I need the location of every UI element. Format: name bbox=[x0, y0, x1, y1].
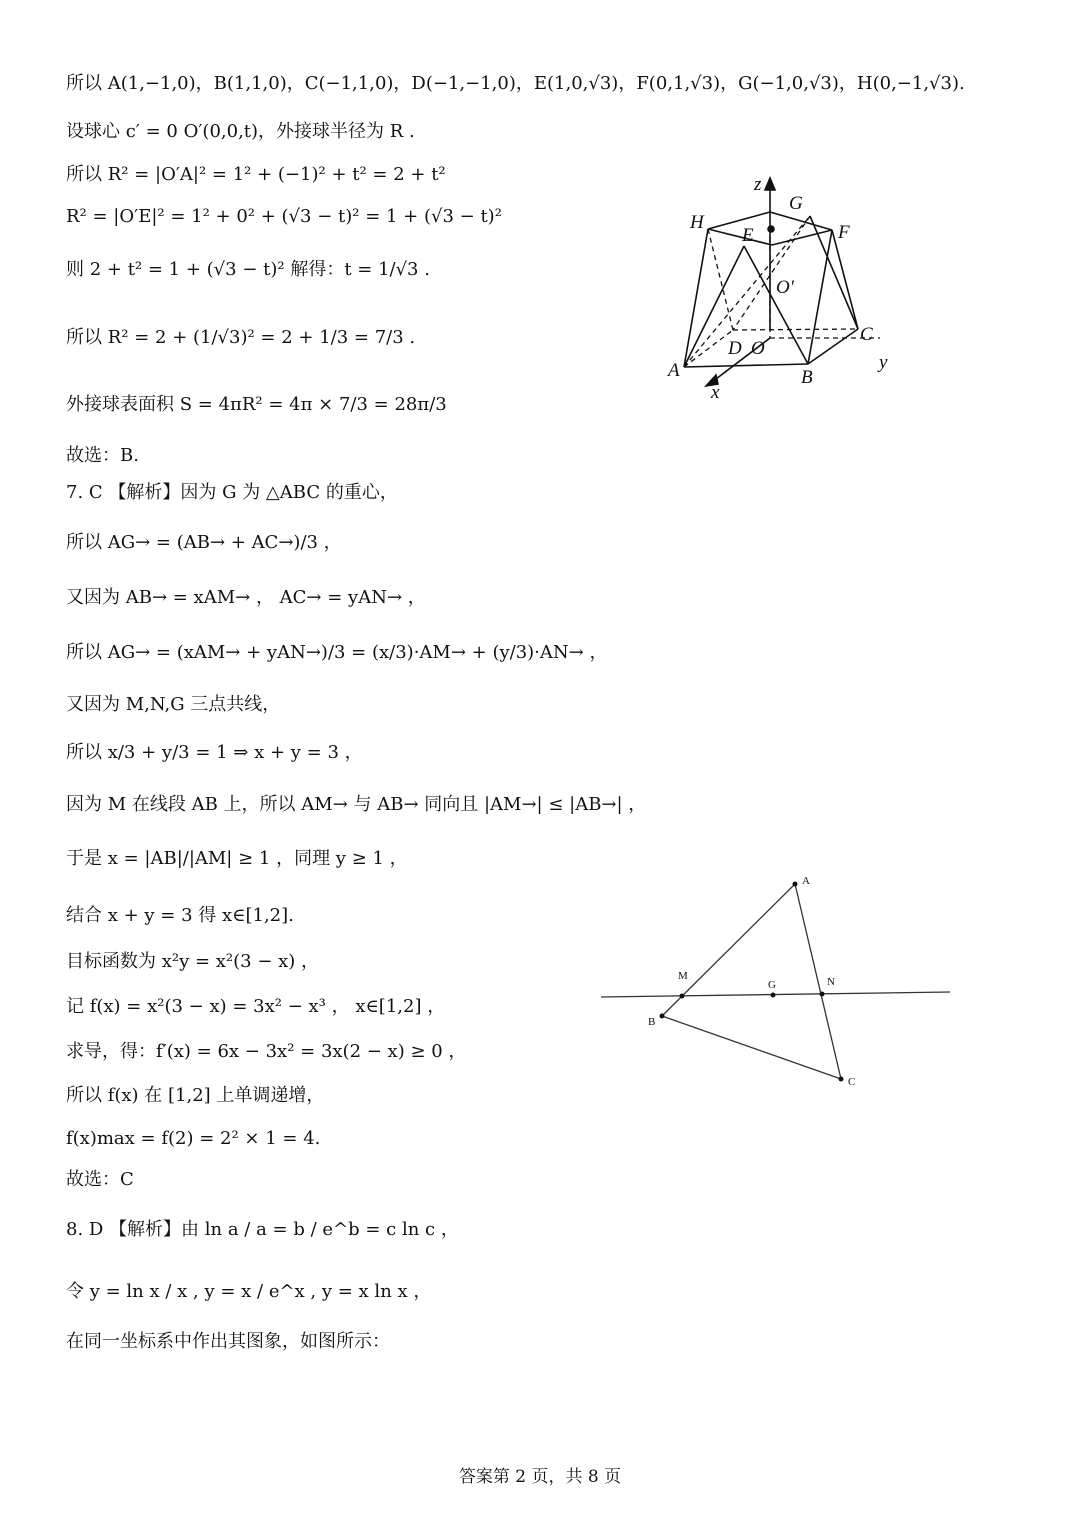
text-line-r-squared-value: 所以 R² = 2 + (1/√3)² = 2 + 1/3 = 7/3 . bbox=[66, 327, 416, 348]
point-b-label: B bbox=[648, 1016, 656, 1028]
point-c-label: C bbox=[848, 1076, 856, 1088]
vertex-a-label: A bbox=[668, 360, 680, 381]
text-line-ab-ac-relation: 又因为 AB→ = xAM→ ， AC→ = yAN→ ， bbox=[66, 587, 426, 608]
text-line-functions: 令 y = ln x / x , y = x / e^x , y = x ln x ， bbox=[66, 1281, 432, 1302]
text-line-ag-expansion: 所以 AG→ = (xAM→ + yAN→)/3 = (x/3)·AM→ + (y/3)·AN→ ， bbox=[66, 642, 608, 663]
text-line-surface-area: 外接球表面积 S = 4πR² = 4π × 7/3 = 28π/3 bbox=[66, 394, 447, 415]
text-line-r-squared-oe: R² = |O′E|² = 1² + 0² + (√3 − t)² = 1 + (√3 − t)² bbox=[66, 206, 502, 227]
text-line-answer-b: 故选：B. bbox=[66, 445, 139, 466]
triangle-figure bbox=[595, 870, 955, 1090]
axis-y-label: y bbox=[879, 352, 888, 373]
vertex-e-label: E bbox=[742, 225, 754, 246]
text-line-increasing: 所以 f(x) 在 [1,2] 上单调递增， bbox=[66, 1085, 325, 1106]
text-line-sphere-center: 设球心 c′ = 0 O′(0,0,t)，外接球半径为 R . bbox=[66, 121, 415, 142]
axis-z-label: z bbox=[754, 174, 762, 195]
text-line-graph-note: 在同一坐标系中作出其图象，如图所示： bbox=[66, 1331, 390, 1352]
text-line-answer-c: 故选：C bbox=[66, 1169, 134, 1190]
origin-o-label: O bbox=[751, 338, 765, 359]
text-line-q7-header: 7. C 【解析】因为 G 为 △ABC 的重心， bbox=[66, 482, 398, 503]
text-line-solve-t: 则 2 + t² = 1 + (√3 − t)² 解得：t = 1/√3 . bbox=[66, 259, 430, 280]
point-m-label: M bbox=[678, 970, 688, 982]
text-line-x-ge-1: 于是 x = |AB|/|AM| ≥ 1 ，同理 y ≥ 1 ， bbox=[66, 848, 408, 869]
page-footer: 答案第 2 页，共 8 页 bbox=[458, 1467, 622, 1487]
text-line-x-range: 结合 x + y = 3 得 x∈[1,2]. bbox=[66, 905, 294, 926]
point-a-label: A bbox=[802, 875, 810, 887]
text-line-r-squared-oa: 所以 R² = |O′A|² = 1² + (−1)² + t² = 2 + t² bbox=[66, 164, 446, 185]
text-line-collinear: 又因为 M,N,G 三点共线， bbox=[66, 694, 281, 715]
text-line-q8-header: 8. D 【解析】由 ln a / a = b / e^b = c ln c ， bbox=[66, 1219, 459, 1240]
vertex-g-label: G bbox=[789, 193, 803, 214]
text-line-coordinates: 所以 A(1,−1,0)，B(1,1,0)，C(−1,1,0)，D(−1,−1,0)，E(1,0,√3)，F(0,1,√3)，G(−1,0,√3)，H(0,−1,√3). bbox=[66, 73, 965, 94]
vertex-h-label: H bbox=[690, 212, 704, 233]
vertex-d-label: D bbox=[728, 338, 742, 359]
vertex-f-label: F bbox=[838, 222, 850, 243]
polyhedron-figure bbox=[660, 170, 900, 400]
text-line-f-definition: 记 f(x) = x²(3 − x) = 3x² − x³ ， x∈[1,2] ， bbox=[66, 996, 446, 1017]
point-g-label: G bbox=[768, 979, 776, 991]
axis-x-label: x bbox=[711, 382, 720, 400]
text-line-ag-vector: 所以 AG→ = (AB→ + AC→)/3 ， bbox=[66, 532, 342, 553]
text-line-x-plus-y: 所以 x/3 + y/3 = 1 ⇒ x + y = 3 ， bbox=[66, 742, 363, 763]
point-n-label: N bbox=[827, 976, 835, 988]
vertex-b-label: B bbox=[801, 367, 813, 388]
text-line-f-max: f(x)max = f(2) = 2² × 1 = 4. bbox=[66, 1128, 321, 1149]
text-line-derivative: 求导，得：f′(x) = 6x − 3x² = 3x(2 − x) ≥ 0 ， bbox=[66, 1041, 467, 1062]
center-o-prime-label: O′ bbox=[776, 277, 794, 298]
vertex-c-label: C bbox=[860, 324, 873, 345]
text-line-objective: 目标函数为 x²y = x²(3 − x) ， bbox=[66, 951, 320, 972]
text-line-m-on-ab: 因为 M 在线段 AB 上，所以 AM→ 与 AB→ 同向且 |AM→| ≤ |AB→| ， bbox=[66, 794, 647, 815]
